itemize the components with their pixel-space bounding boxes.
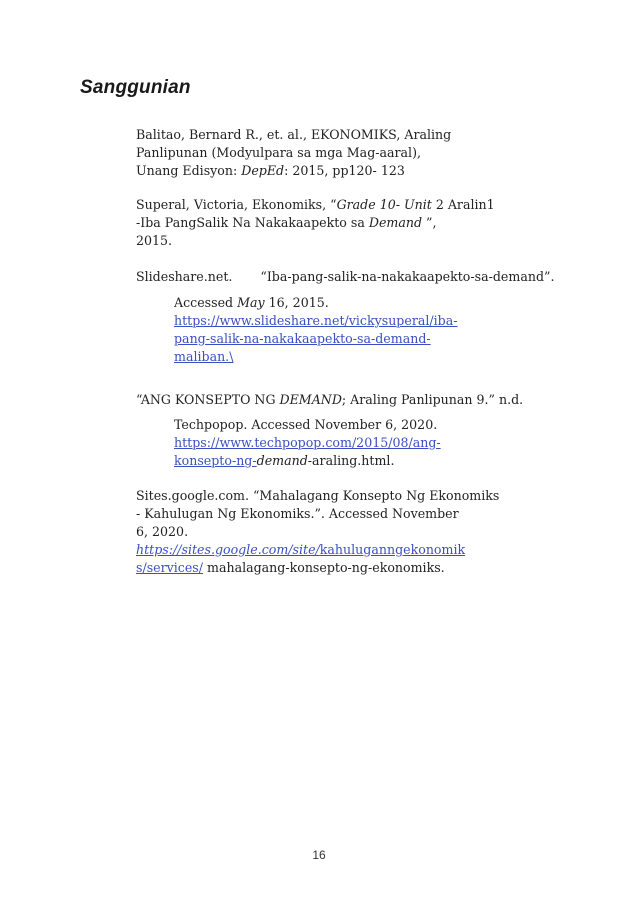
ref2-line2-a: -Iba PangSalik Na Nakakaapekto sa bbox=[136, 215, 369, 230]
reference-entry-2 bbox=[136, 196, 576, 250]
ref3-link-line3[interactable]: maliban.\ bbox=[174, 349, 234, 364]
ref5-line5-rest: mahalagang-konsepto-ng-ekonomiks. bbox=[203, 560, 445, 575]
ref3-link-line2[interactable]: pang-salik-na-nakakaapekto-sa-demand- bbox=[174, 331, 431, 346]
reference-entry-5 bbox=[136, 487, 576, 577]
ref5-line3: 6, 2020. bbox=[136, 524, 189, 539]
ref3-accessed-a: Accessed bbox=[174, 295, 238, 310]
ref5-line2: - Kahulugan Ng Ekonomiks.”. Accessed November bbox=[136, 506, 459, 521]
ref5-line4 bbox=[136, 541, 576, 559]
reference-entry-3 bbox=[136, 268, 576, 366]
ref2-line1-c: 2 Aralin1 bbox=[431, 197, 495, 212]
ref1-publisher: DepEd bbox=[241, 163, 285, 178]
ref2-grade-unit: Grade 10- Unit bbox=[336, 197, 432, 212]
ref2-line2-c: ”, bbox=[422, 215, 437, 230]
ref4-line1-a: “ANG KONSEPTO NG bbox=[136, 392, 280, 407]
ref5-link-line1-a[interactable]: https://sites.google.com/site/ bbox=[136, 542, 320, 557]
ref4-line2: Techpopop. Accessed November 6, 2020. bbox=[174, 417, 438, 432]
ref2-line1-a: Superal, Victoria, Ekonomiks, “ bbox=[136, 197, 337, 212]
ref4-link-line2[interactable]: konsepto-ng- bbox=[174, 453, 257, 468]
ref2-demand: Demand bbox=[368, 215, 423, 230]
ref4-line1-c: ; Araling Panlipunan 9.” n.d. bbox=[341, 392, 524, 407]
page-number: 16 bbox=[312, 848, 326, 862]
ref3-source: Slideshare.net. bbox=[136, 269, 233, 284]
ref1-line3-c: : 2015, pp120- 123 bbox=[284, 163, 405, 178]
ref5-link-line1-b[interactable]: kahuluganngekonomik bbox=[319, 542, 466, 557]
ref2-line3: 2015. bbox=[136, 233, 173, 248]
ref4-line3 bbox=[174, 452, 576, 470]
reference-list bbox=[136, 126, 576, 577]
reference-entry-1 bbox=[136, 126, 576, 180]
ref3-body bbox=[174, 294, 576, 366]
ref3-line1 bbox=[136, 268, 576, 286]
ref4-body bbox=[174, 416, 576, 470]
ref3-link-line1[interactable]: https://www.slideshare.net/vickysuperal/iba- bbox=[174, 313, 458, 328]
ref3-accessed-c: 16, 2015. bbox=[264, 295, 329, 310]
ref1-line2: Panlipunan (Modyulpara sa mga Mag-aaral), bbox=[136, 145, 421, 160]
ref5-line5 bbox=[136, 559, 576, 577]
page-title: Sanggunian bbox=[80, 77, 191, 98]
ref4-link-line1[interactable]: https://www.techpopop.com/2015/08/ang- bbox=[174, 435, 441, 450]
ref1-line1: Balitao, Bernard R., et. al., EKONOMIKS, Araling bbox=[136, 127, 452, 142]
ref4-demand-2: demand bbox=[256, 453, 308, 468]
ref2-line1 bbox=[136, 196, 576, 214]
ref4-line1 bbox=[136, 391, 576, 409]
ref5-link-line2[interactable]: s/services/ bbox=[136, 560, 203, 575]
ref2-line2 bbox=[136, 214, 576, 232]
ref4-demand: DEMAND bbox=[279, 392, 342, 407]
ref3-accessed bbox=[174, 294, 576, 312]
ref4-line3-c: -araling.html. bbox=[307, 453, 395, 468]
ref3-title: “Iba-pang-salik-na-nakakaapekto-sa-demand”. bbox=[260, 269, 555, 284]
ref1-line3 bbox=[136, 162, 576, 180]
ref3-accessed-month: May bbox=[237, 295, 265, 310]
reference-entry-4 bbox=[136, 391, 576, 470]
ref1-line3-a: Unang Edisyon: bbox=[136, 163, 242, 178]
ref5-line1: Sites.google.com. “Mahalagang Konsepto Ng Ekonomiks bbox=[136, 488, 500, 503]
